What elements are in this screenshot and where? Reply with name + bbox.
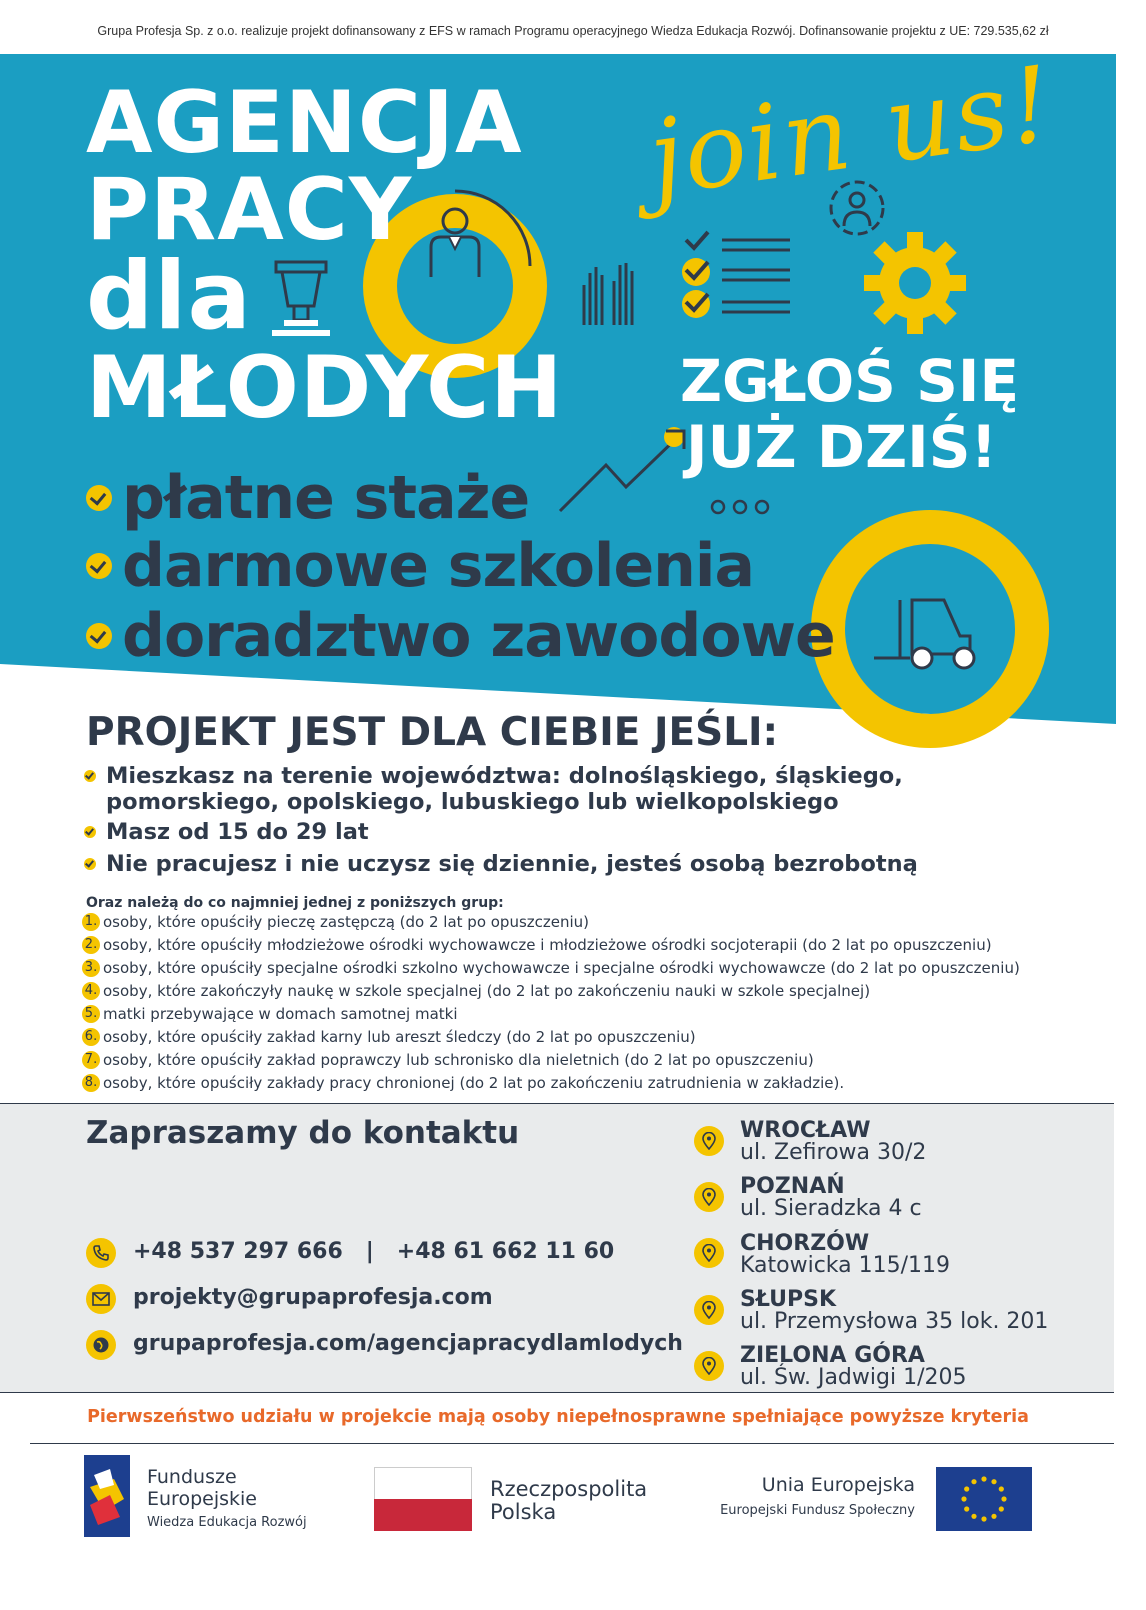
- group-text: osoby, które zakończyły naukę w szkole specjalnej (do 2 lat po zakończeniu nauki w szkole specjalnej): [103, 982, 871, 1000]
- rp-logo-line-1: Rzeczpospolita: [490, 1477, 648, 1501]
- location-pin-icon: [694, 1238, 724, 1268]
- hands-icon: [578, 255, 640, 331]
- phone-numbers[interactable]: +48 537 297 666 | +48 61 662 11 60: [133, 1239, 615, 1264]
- check-icon: [86, 485, 112, 511]
- email-link[interactable]: projekty@grupaprofesja.com: [133, 1285, 493, 1310]
- office-city: POZNAŃ: [740, 1174, 845, 1199]
- group-item: [82, 936, 992, 954]
- join-us-text: join us!: [641, 42, 1061, 220]
- forklift-icon: [870, 592, 982, 672]
- group-text: osoby, które opuściły pieczę zastępczą (do 2 lat po opuszczeniu): [103, 913, 590, 931]
- criteria-item: [84, 764, 984, 816]
- hero-title-line-1: AGENCJA: [86, 73, 523, 173]
- cta-line-1: ZGŁOŚ SIĘ: [680, 347, 1020, 415]
- office-city: ZIELONA GÓRA: [740, 1343, 925, 1368]
- office-address: Katowicka 115/119: [740, 1253, 951, 1278]
- ue-logo-line-2: Europejski Fundusz Społeczny: [720, 1503, 915, 1518]
- office-address: ul. Św. Jadwigi 1/205: [740, 1365, 967, 1390]
- benefit-free-trainings: [86, 531, 754, 601]
- person-icon: [425, 205, 485, 280]
- polish-flag: [374, 1467, 472, 1531]
- office-city: CHORZÓW: [740, 1231, 870, 1256]
- group-text: osoby, które opuściły zakład poprawczy lub schronisko dla nieletnich (do 2 lat po opuszczeniu): [103, 1051, 814, 1069]
- hero-title-line-3: dla: [86, 242, 252, 351]
- email-icon: [86, 1284, 116, 1314]
- trophy-icon: [268, 258, 334, 338]
- group-item: [82, 982, 870, 1000]
- criteria-item-text: Masz od 15 do 29 lat: [106, 819, 369, 845]
- check-icon: [84, 826, 96, 838]
- group-item: [82, 1074, 844, 1092]
- group-number: 6.: [82, 1028, 100, 1046]
- cta-line-2: JUŻ DZIŚ!: [686, 413, 997, 481]
- check-icon: [86, 553, 112, 579]
- check-icon: [86, 623, 112, 649]
- office-city: WROCŁAW: [740, 1118, 871, 1143]
- checklist-icon: [678, 226, 794, 326]
- group-number: 2.: [82, 936, 100, 954]
- group-item: [82, 1028, 696, 1046]
- hero-title-line-4: MŁODYCH: [86, 338, 564, 438]
- group-text: osoby, które opuściły młodzieżowe ośrodki wychowawcze i młodzieżowe ośrodki socjoterapii (do 2 lat po opuszczeniu): [103, 936, 992, 954]
- rp-logo-line-2: Polska: [490, 1500, 557, 1524]
- benefit-label: darmowe szkolenia: [122, 531, 754, 601]
- office-address: ul. Przemysłowa 35 lok. 201: [740, 1309, 1049, 1334]
- location-pin-icon: [694, 1295, 724, 1325]
- criteria-heading: PROJEKT JEST DLA CIEBIE JEŚLI:: [86, 710, 779, 755]
- divider: [30, 1443, 1114, 1444]
- benefit-label: płatne staże: [122, 463, 530, 533]
- growth-arrow-icon: [556, 425, 692, 517]
- group-number: 4.: [82, 982, 100, 1000]
- fe-logo-line-2: Europejskie: [147, 1488, 257, 1510]
- group-number: 7.: [82, 1051, 100, 1069]
- group-number: 8.: [82, 1074, 100, 1092]
- group-text: osoby, które opuściły zakłady pracy chronionej (do 2 lat po zakończeniu zatrudnienia w zakładzie).: [103, 1074, 845, 1092]
- ue-logo-line-1: Unia Europejska: [761, 1474, 915, 1496]
- dots-icon: [710, 497, 770, 517]
- group-item: [82, 1005, 458, 1023]
- benefit-career-counseling: [86, 601, 835, 671]
- website-link[interactable]: grupaprofesja.com/agencjapracydlamlodych: [133, 1331, 683, 1356]
- eu-flag: [936, 1467, 1032, 1531]
- group-text: matki przebywające w domach samotnej matki: [103, 1005, 458, 1023]
- fe-logo-line-1: Fundusze: [147, 1466, 237, 1488]
- priority-note: Pierwszeństwo udziału w projekcie mają osoby niepełnosprawne spełniające powyższe kryteria: [87, 1407, 1029, 1427]
- office-address: ul. Zefirowa 30/2: [740, 1140, 927, 1165]
- fundusze-europejskie-logo: [84, 1455, 130, 1537]
- contact-title: Zapraszamy do kontaktu: [86, 1115, 520, 1151]
- phone-icon: [86, 1238, 116, 1268]
- group-item: [82, 913, 589, 931]
- fe-logo-line-3: Wiedza Edukacja Rozwój: [147, 1515, 307, 1530]
- criteria-item-text: Nie pracujesz i nie uczysz się dziennie, jesteś osobą bezrobotną: [106, 851, 918, 877]
- group-text: osoby, które opuściły zakład karny lub areszt śledczy (do 2 lat po opuszczeniu): [103, 1028, 696, 1046]
- criteria-item: [84, 852, 984, 878]
- benefit-paid-internships: [86, 463, 530, 533]
- location-pin-icon: [694, 1351, 724, 1381]
- gear-icon: [860, 228, 970, 338]
- group-number: 3.: [82, 959, 100, 977]
- groups-title: Oraz należą do co najmniej jednej z poniższych grup:: [86, 895, 504, 911]
- group-item: [82, 1051, 814, 1069]
- group-number: 5.: [82, 1005, 100, 1023]
- office-city: SŁUPSK: [740, 1287, 837, 1312]
- group-number: 1.: [82, 913, 100, 931]
- location-pin-icon: [694, 1182, 724, 1212]
- funding-note: Grupa Profesja Sp. z o.o. realizuje projekt dofinansowany z EFS w ramach Programu operacyjnego Wiedza Edukacja Rozwój. Dofinansowanie projektu z UE: 729.535,62 zł: [97, 24, 1049, 38]
- benefit-label: doradztwo zawodowe: [122, 601, 835, 671]
- office-address: ul. Sieradzka 4 c: [740, 1196, 922, 1221]
- check-icon: [84, 770, 96, 782]
- criteria-item-text: Mieszkasz na terenie województwa: dolnośląskiego, śląskiego, pomorskiego, opolskiego, lubuskiego lub wielkopolskiego: [106, 763, 903, 815]
- group-text: osoby, które opuściły specjalne ośrodki szkolno wychowawcze i specjalne ośrodki wychowawcze (do 2 lat po opuszczeniu): [103, 959, 1020, 977]
- hero-title-line-2: PRACY: [86, 160, 413, 260]
- criteria-item: [84, 820, 984, 846]
- globe-icon: [86, 1330, 116, 1360]
- group-item: [82, 959, 1020, 977]
- check-icon: [84, 858, 96, 870]
- location-pin-icon: [694, 1126, 724, 1156]
